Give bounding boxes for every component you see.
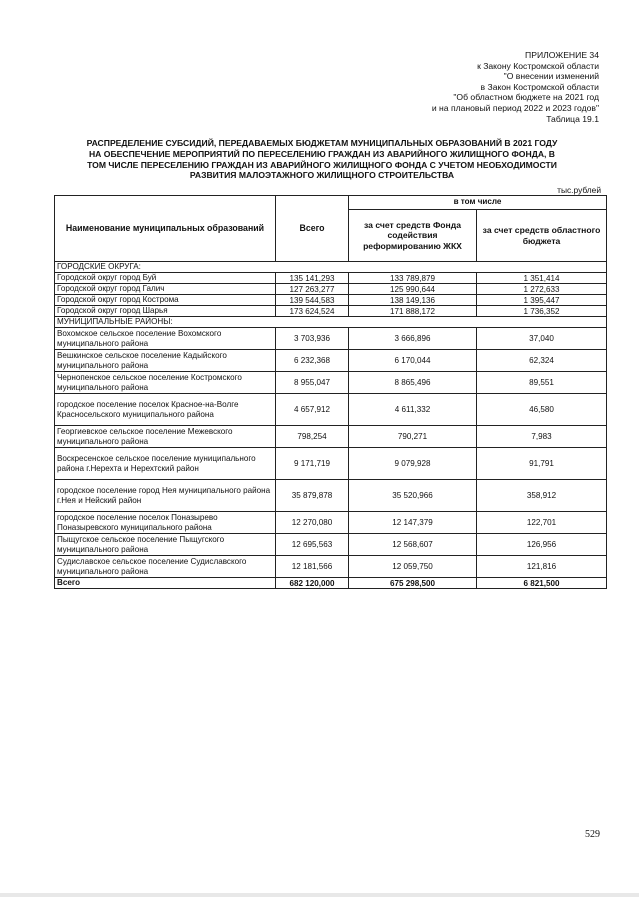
total-label: Всего (55, 578, 276, 589)
title-line: РАСПРЕДЕЛЕНИЕ СУБСИДИЙ, ПЕРЕДАВАЕМЫХ БЮДЖЕТАМ МУНИЦИПАЛЬНЫХ ОБРАЗОВАНИЙ В 2021 ГОДУ (86, 138, 558, 148)
regional-value: 46,580 (477, 394, 607, 426)
regional-value: 62,324 (477, 350, 607, 372)
regional-value: 122,701 (477, 512, 607, 534)
fund-value: 125 990,644 (349, 284, 477, 295)
table-number: Таблица 19.1 (546, 113, 599, 124)
title-line: НА ОБЕСПЕЧЕНИЕ МЕРОПРИЯТИЙ ПО ПЕРЕСЕЛЕНИЮ ГРАЖДАН ИЗ АВАРИЙНОГО ЖИЛИЩНОГО ФОНДА, В (88, 148, 556, 159)
appendix-line: "Об областном бюджете на 2021 год (453, 92, 599, 103)
fund-value: 4 611,332 (349, 394, 477, 426)
section-row (55, 317, 607, 328)
header-name: Наименование муниципальных образований (55, 196, 276, 262)
table-row (55, 426, 607, 448)
total-value: 35 879,878 (276, 480, 349, 512)
table-row (55, 512, 607, 534)
fund-value: 12 147,379 (349, 512, 477, 534)
municipality-name: Георгиевское сельское поселение Межевского муниципального района (55, 426, 276, 448)
table-row (55, 273, 607, 284)
total-value: 139 544,583 (276, 295, 349, 306)
total-value: 135 141,293 (276, 273, 349, 284)
fund-value: 12 059,750 (349, 556, 477, 578)
municipality-name: Вешкинское сельское поселение Кадыйского муниципального района (55, 350, 276, 372)
regional-value: 1 395,447 (477, 295, 607, 306)
header-total: Всего (276, 196, 349, 262)
municipality-name: Городской округ город Кострома (55, 295, 276, 306)
title-line: ТОМ ЧИСЛЕ ПЕРЕСЕЛЕНИЮ ГРАЖДАН ИЗ АВАРИЙНОГО ЖИЛИЩНОГО ФОНДА С УЧЕТОМ НЕОБХОДИМОСТИ (87, 159, 557, 170)
municipality-name: Городской округ город Шарья (55, 306, 276, 317)
scan-edge (0, 893, 639, 897)
table-row (55, 372, 607, 394)
total-value: 9 171,719 (276, 448, 349, 480)
table-row (55, 556, 607, 578)
regional-value: 1 736,352 (477, 306, 607, 317)
grand-fund-value: 675 298,500 (349, 578, 477, 589)
appendix-line: ПРИЛОЖЕНИЕ 34 (525, 50, 599, 60)
regional-value: 7,983 (477, 426, 607, 448)
municipality-name: городское поселение поселок Красное-на-Волге Красносельского муниципального района (55, 394, 276, 426)
section-row (55, 262, 607, 273)
section-label: ГОРОДСКИЕ ОКРУГА: (55, 262, 607, 273)
municipality-name: Пыщугское сельское поселение Пыщугского муниципального района (55, 534, 276, 556)
fund-value: 133 789,879 (349, 273, 477, 284)
total-row (55, 578, 607, 589)
total-value: 173 624,524 (276, 306, 349, 317)
appendix-line: к Закону Костромской области (477, 60, 599, 71)
regional-value: 1 351,414 (477, 273, 607, 284)
regional-value: 37,040 (477, 328, 607, 350)
regional-value: 1 272,633 (477, 284, 607, 295)
total-value: 3 703,936 (276, 328, 349, 350)
header-including: в том числе (349, 196, 607, 210)
table-row (55, 328, 607, 350)
table-row (55, 350, 607, 372)
municipality-name: Судиславское сельское поселение Судиславского муниципального района (55, 556, 276, 578)
fund-value: 3 666,896 (349, 328, 477, 350)
appendix-header (269, 50, 599, 124)
municipality-name: городское поселение поселок Поназырево Поназыревского муниципального района (55, 512, 276, 534)
fund-value: 171 888,172 (349, 306, 477, 317)
municipality-name: Городской округ город Галич (55, 284, 276, 295)
fund-value: 8 865,496 (349, 372, 477, 394)
regional-value: 89,551 (477, 372, 607, 394)
document-title (46, 138, 598, 181)
municipality-name: Вохомское сельское поселение Вохомского муниципального района (55, 328, 276, 350)
page-number: 529 (585, 829, 600, 840)
total-value: 12 695,563 (276, 534, 349, 556)
table-row (55, 534, 607, 556)
regional-value: 121,816 (477, 556, 607, 578)
table-row (55, 480, 607, 512)
fund-value: 790,271 (349, 426, 477, 448)
fund-value: 12 568,607 (349, 534, 477, 556)
municipality-name: Чернопенское сельское поселение Костромского муниципального района (55, 372, 276, 394)
subsidy-table (54, 195, 607, 589)
appendix-line: "О внесении изменений (503, 71, 599, 82)
units-label: тыс.рублей (557, 185, 601, 195)
appendix-line: в Закон Костромской области (480, 81, 599, 92)
title-line: РАЗВИТИЯ МАЛОЭТАЖНОГО ЖИЛИЩНОГО СТРОИТЕЛЬСТВА (189, 170, 455, 181)
table-row (55, 295, 607, 306)
fund-value: 6 170,044 (349, 350, 477, 372)
table-row (55, 284, 607, 295)
fund-value: 138 149,136 (349, 295, 477, 306)
total-value: 12 270,080 (276, 512, 349, 534)
total-value: 4 657,912 (276, 394, 349, 426)
table-row (55, 448, 607, 480)
header-fund: за счет средств Фонда содействия реформированию ЖКХ (349, 210, 477, 262)
regional-value: 358,912 (477, 480, 607, 512)
fund-value: 9 079,928 (349, 448, 477, 480)
appendix-line: и на плановый период 2022 и 2023 годов" (431, 102, 599, 113)
total-value: 12 181,566 (276, 556, 349, 578)
total-value: 127 263,277 (276, 284, 349, 295)
grand-total-value: 682 120,000 (276, 578, 349, 589)
fund-value: 35 520,966 (349, 480, 477, 512)
municipality-name: городское поселение город Нея муниципального района г.Нея и Нейский район (55, 480, 276, 512)
table-row (55, 394, 607, 426)
header-regional: за счет средств областного бюджета (477, 210, 607, 262)
regional-value: 126,956 (477, 534, 607, 556)
total-value: 8 955,047 (276, 372, 349, 394)
regional-value: 91,791 (477, 448, 607, 480)
grand-regional-value: 6 821,500 (477, 578, 607, 589)
municipality-name: Воскресенское сельское поселение муниципального района г.Нерехта и Нерехтский район (55, 448, 276, 480)
municipality-name: Городской округ город Буй (55, 273, 276, 284)
total-value: 6 232,368 (276, 350, 349, 372)
section-label: МУНИЦИПАЛЬНЫЕ РАЙОНЫ: (55, 317, 607, 328)
total-value: 798,254 (276, 426, 349, 448)
table-row (55, 306, 607, 317)
